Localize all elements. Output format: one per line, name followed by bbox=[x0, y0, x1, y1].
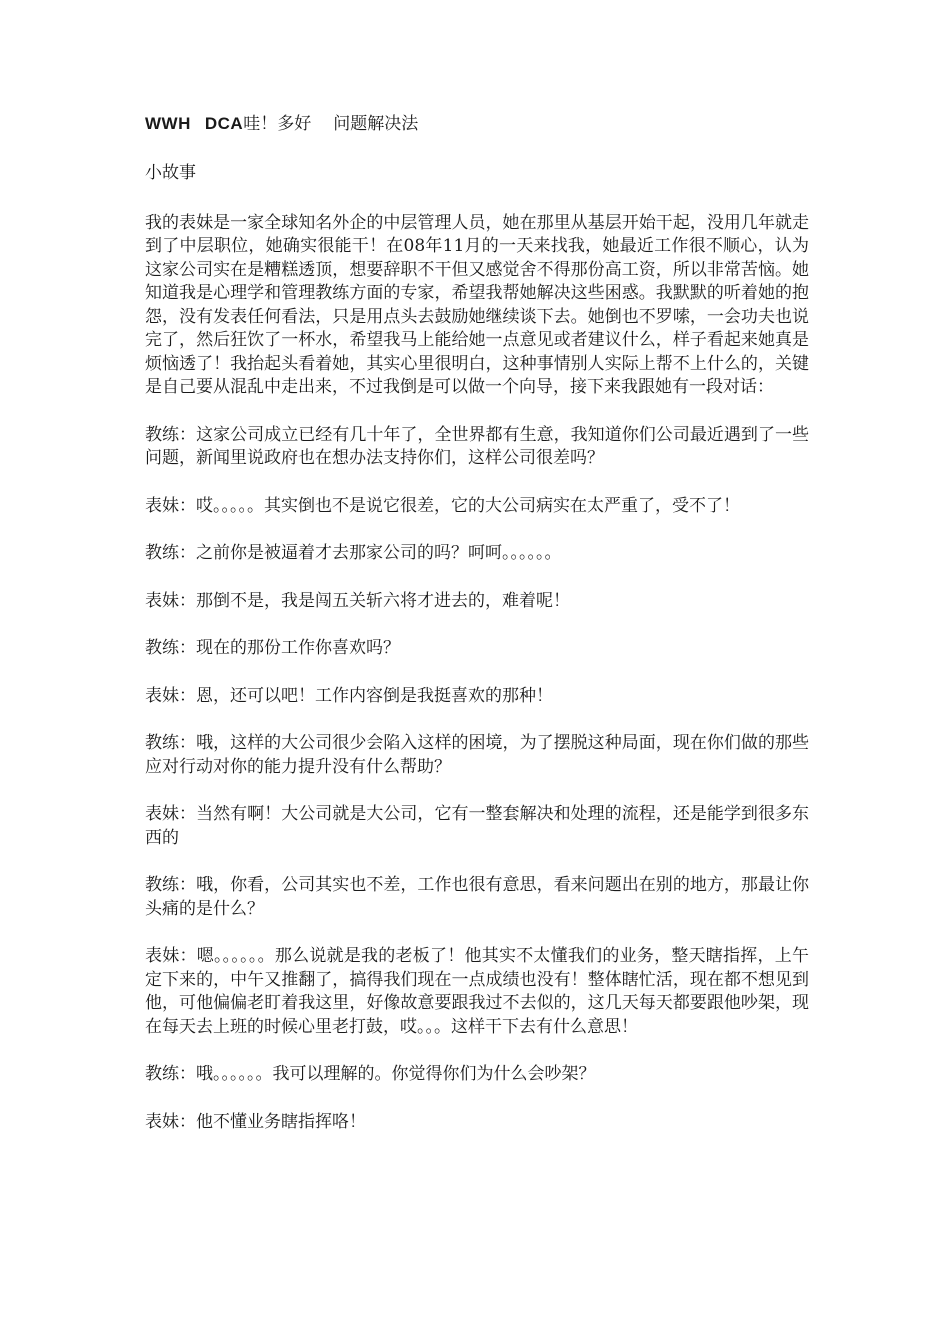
title-part-wa: 哇！多好 bbox=[243, 114, 312, 134]
dialogue-line: 教练：哦，这样的大公司很少会陷入这样的困境，为了摆脱这种局面，现在你们做的那些应对行动对你的能力提升没有什么帮助？ bbox=[145, 733, 809, 777]
dialogue-line: 表妹：他不懂业务瞎指挥咯！ bbox=[145, 1111, 366, 1132]
document-body bbox=[145, 162, 809, 1158]
dialogue-line: 教练：哦，你看，公司其实也不差，工作也很有意思，看来问题出在别的地方，那最让你头痛的是什么？ bbox=[145, 875, 809, 919]
dialogue-line: 表妹：哎。。。。。其实倒也不是说它很差，它的大公司病实在太严重了，受不了！ bbox=[145, 495, 740, 516]
title-part-dca: DCA bbox=[204, 114, 244, 133]
dialogue-line: 教练：之前你是被逼着才去那家公司的吗？呵呵。。。。。。 bbox=[145, 543, 562, 563]
dialogue-line: 教练：这家公司成立已经有几十年了，全世界都有生意，我知道你们公司最近遇到了一些问题，新闻里说政府也在想办法支持你们，这样公司很差吗？ bbox=[145, 424, 809, 468]
dialogue-line: 教练：哦。。。。。。我可以理解的。你觉得你们为什么会吵架？ bbox=[145, 1064, 596, 1084]
title-part-wwh: WWH bbox=[145, 114, 191, 133]
story-paragraph: 我的表妹是一家全球知名外企的中层管理人员，她在那里从基层开始干起，没用几年就走到了中层职位，她确实很能干！在08年11月的一天来找我，她最近工作很不顺心，认为这家公司实在是糟糕透顶，想要辞职不干但又感觉舍不得那份高工资，所以非常苦恼。她知道我是心理学和管理教练方面的专家，希望我帮她解决这些困惑。我默默的听着她的抱怨，没有发表任何看法，只是用点头去鼓励她继续谈下去。她倒也不罗嗦，一会功夫也说完了，然后狂饮了一杯水，希望我马上能给她一点意见或者建议什么，样子看起来她真是烦恼透了！我抬起头看着她，其实心里很明白，这种事情别人实际上帮不上什么的，关键是自己要从混乱中走出来，不过我倒是可以做一个向导，接下来我跟她有一段对话： bbox=[145, 212, 809, 397]
document-title bbox=[145, 112, 418, 136]
title-part-method: 问题解决法 bbox=[333, 114, 419, 134]
dialogue-line: 表妹：那倒不是，我是闯五关斩六将才进去的，难着呢！ bbox=[145, 590, 570, 611]
dialogue-line: 教练：现在的那份工作你喜欢吗？ bbox=[145, 638, 400, 658]
dialogue-line: 表妹：恩，还可以吧！工作内容倒是我挺喜欢的那种！ bbox=[145, 685, 553, 706]
dialogue-line: 表妹：当然有啊！大公司就是大公司，它有一整套解决和处理的流程，还是能学到很多东西的 bbox=[145, 804, 809, 848]
dialogue-line: 表妹：嗯。。。。。。那么说就是我的老板了！他其实不太懂我们的业务，整天瞎指挥，上午定下来的，中午又推翻了，搞得我们现在一点成绩也没有！整体瞎忙活，现在都不想见到他，可他偏偏老盯着我这里，好像故意要跟我过不去似的，这几天每天都要跟他吵架，现在每天去上班的时候心里老打鼓，哎。。。这样干下去有什么意思！ bbox=[145, 946, 809, 1037]
section-heading: 小故事 bbox=[145, 163, 196, 183]
